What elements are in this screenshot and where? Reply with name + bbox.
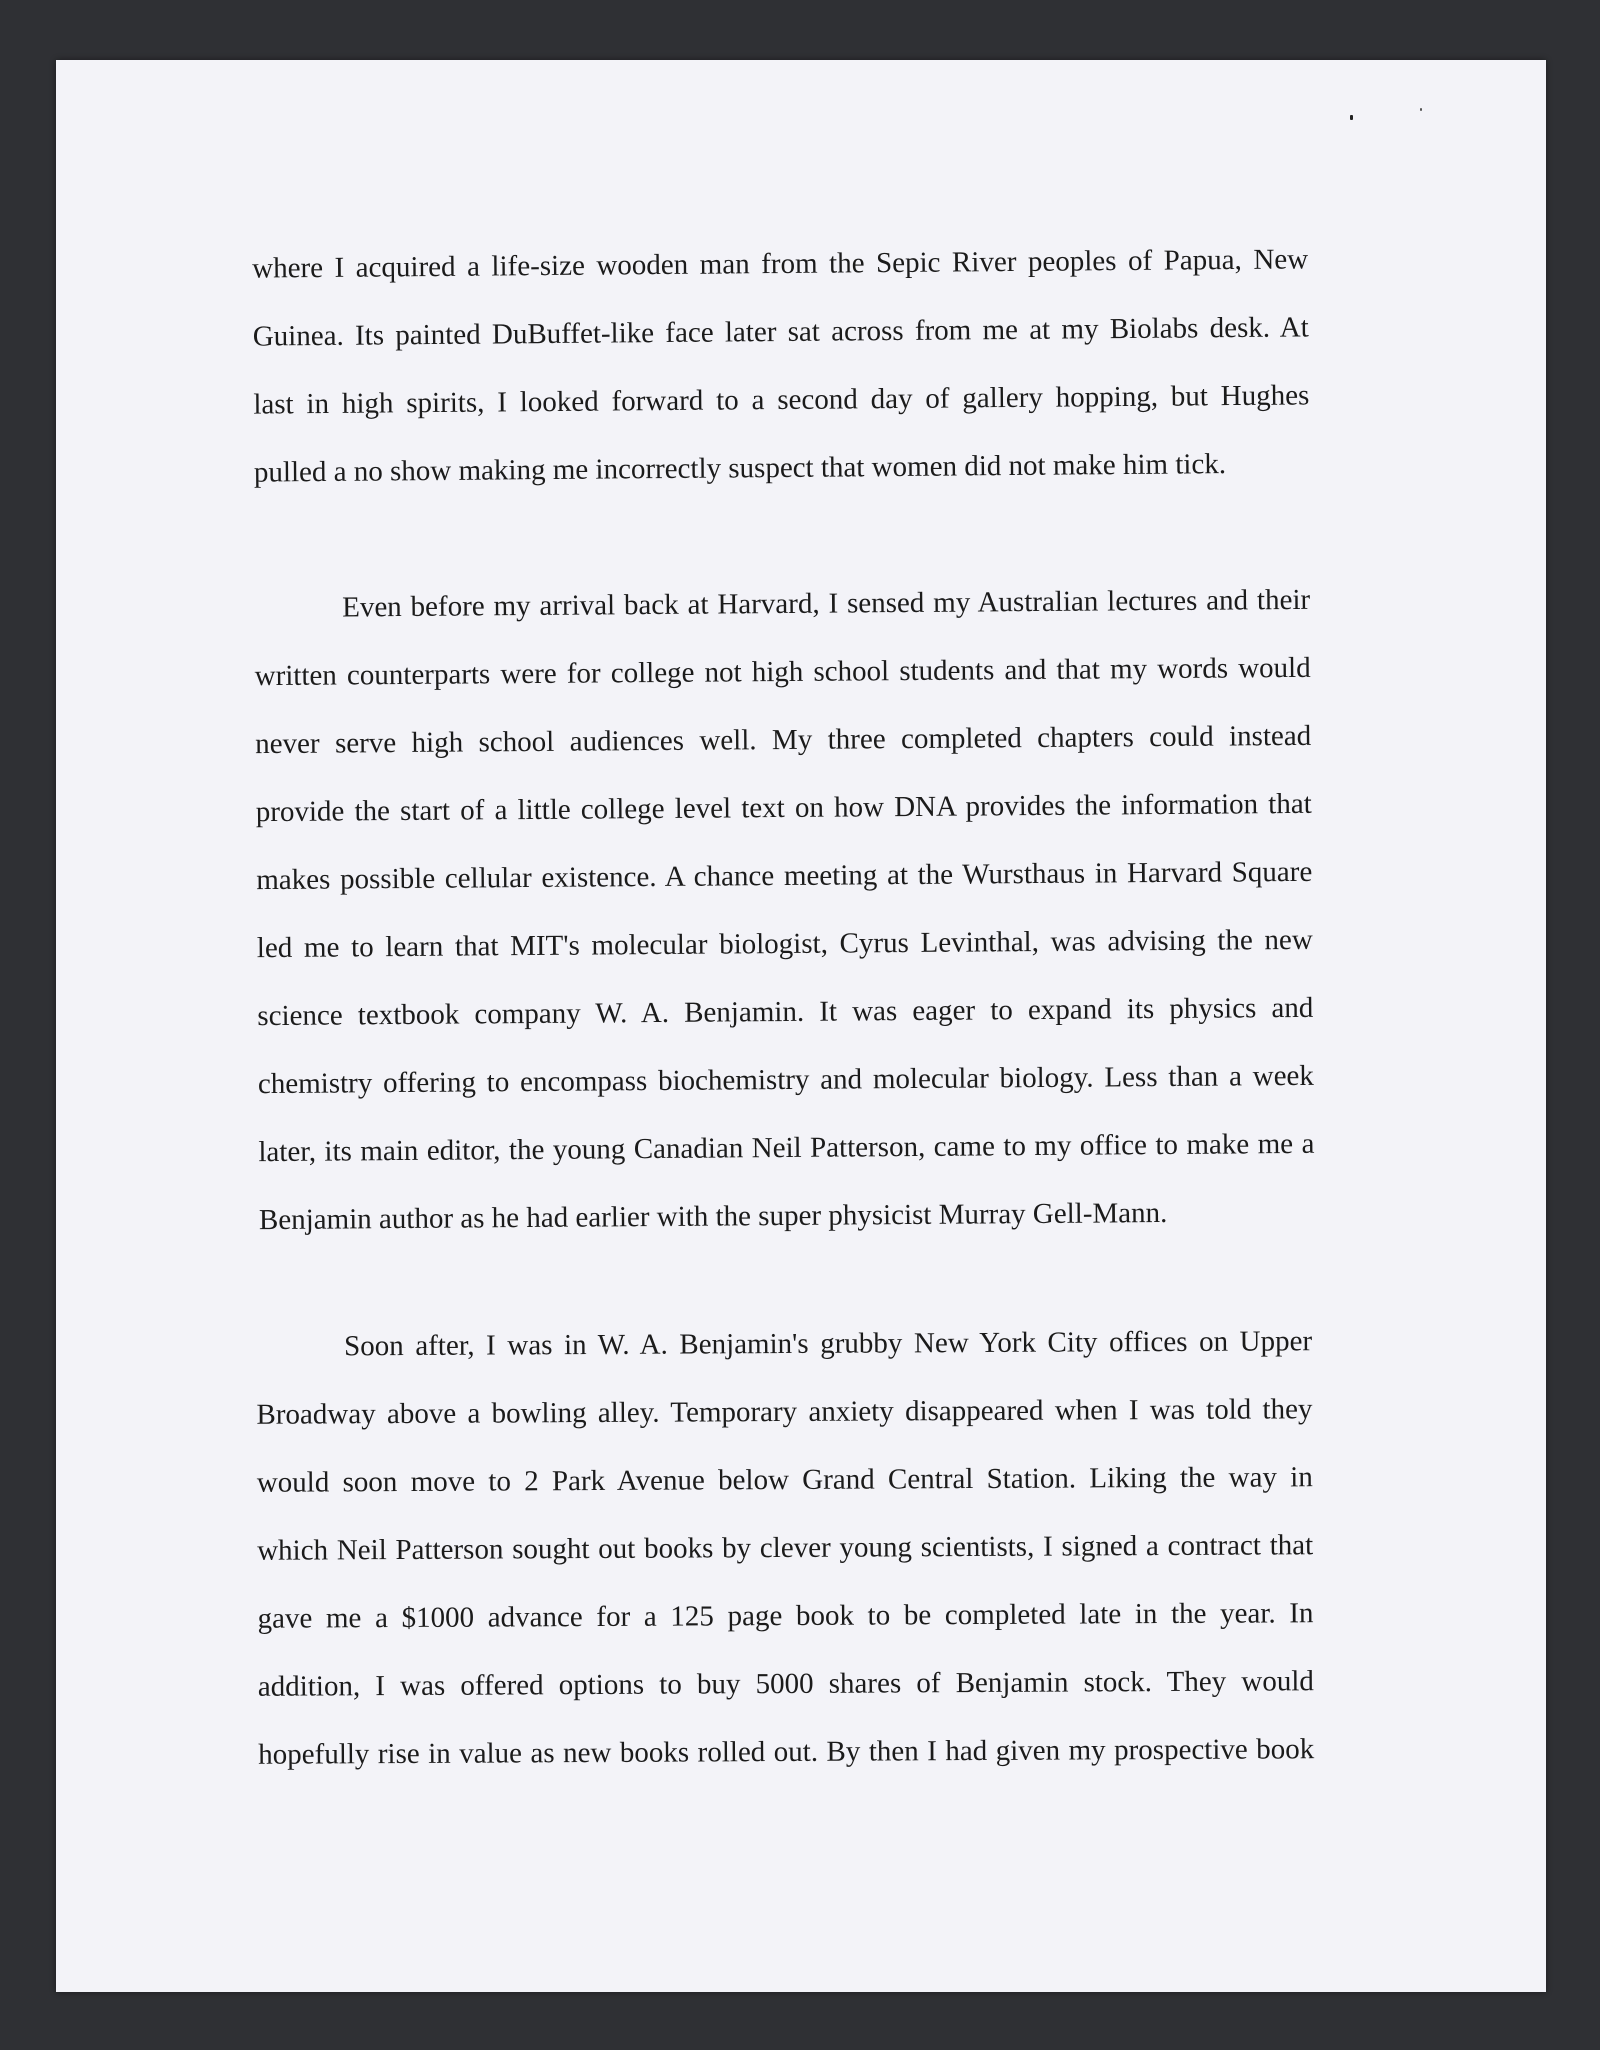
paragraph-line: makes possible cellular existence. A chance meeting at the Wursthaus in Harvard Square: [256, 855, 1313, 897]
paragraph-line: last in high spirits, I looked forward to a second day of gallery hopping, but Hughes: [253, 379, 1310, 421]
paragraph-line: where I acquired a life-size wooden man from the Sepic River peoples of Papua, New: [252, 243, 1309, 285]
paragraph-line: Soon after, I was in W. A. Benjamin's grubby New York City offices on Upper: [344, 1325, 1313, 1363]
paragraph-line: Benjamin author as he had earlier with the super physicist Murray Gell-Mann.: [258, 1196, 1168, 1237]
paragraph-line: science textbook company W. A. Benjamin. It was eager to expand its physics and: [257, 991, 1314, 1033]
paragraph-2: [254, 582, 1315, 1237]
paragraph-line: which Neil Patterson sought out books by clever young scientists, I signed a contract that: [257, 1529, 1314, 1567]
paragraph-line: later, its main editor, the young Canadian Neil Patterson, came to my office to make me a: [258, 1127, 1315, 1169]
paragraph-line: written counterparts were for college not high school students and that my words would: [254, 651, 1311, 693]
document-page: [56, 60, 1546, 1992]
paragraph-line: never serve high school audiences well. My three completed chapters could instead: [255, 719, 1312, 761]
paragraph-line: led me to learn that MIT's molecular biologist, Cyrus Levinthal, was advising the new: [256, 923, 1313, 965]
paragraph-line: Broadway above a bowling alley. Temporary anxiety disappeared when I was told they: [256, 1393, 1313, 1431]
page-speck-mark: [1350, 115, 1353, 120]
paragraph-line: hopefully rise in value as new books rolled out. By then I had given my prospective book: [258, 1733, 1315, 1771]
paragraph-line: Even before my arrival back at Harvard, I sensed my Australian lectures and their: [342, 583, 1311, 624]
page-speck-mark: [1420, 108, 1422, 111]
paragraph-line: provide the start of a little college level text on how DNA provides the information that: [255, 787, 1312, 829]
paragraph-line: gave me a $1000 advance for a 125 page book to be completed late in the year. In: [257, 1597, 1314, 1635]
paragraph-line: chemistry offering to encompass biochemistry and molecular biology. Less than a week: [257, 1059, 1314, 1101]
paragraph-1: [252, 241, 1310, 489]
paragraph-3: [256, 1323, 1315, 1771]
paragraph-line: Guinea. Its painted DuBuffet-like face later sat across from me at my Biolabs desk. At: [252, 311, 1309, 353]
paragraph-line: would soon move to 2 Park Avenue below Grand Central Station. Liking the way in: [256, 1461, 1313, 1499]
paragraph-line: addition, I was offered options to buy 5000 shares of Benjamin stock. They would: [257, 1665, 1314, 1703]
paragraph-line: pulled a no show making me incorrectly suspect that women did not make him tick.: [253, 448, 1227, 489]
